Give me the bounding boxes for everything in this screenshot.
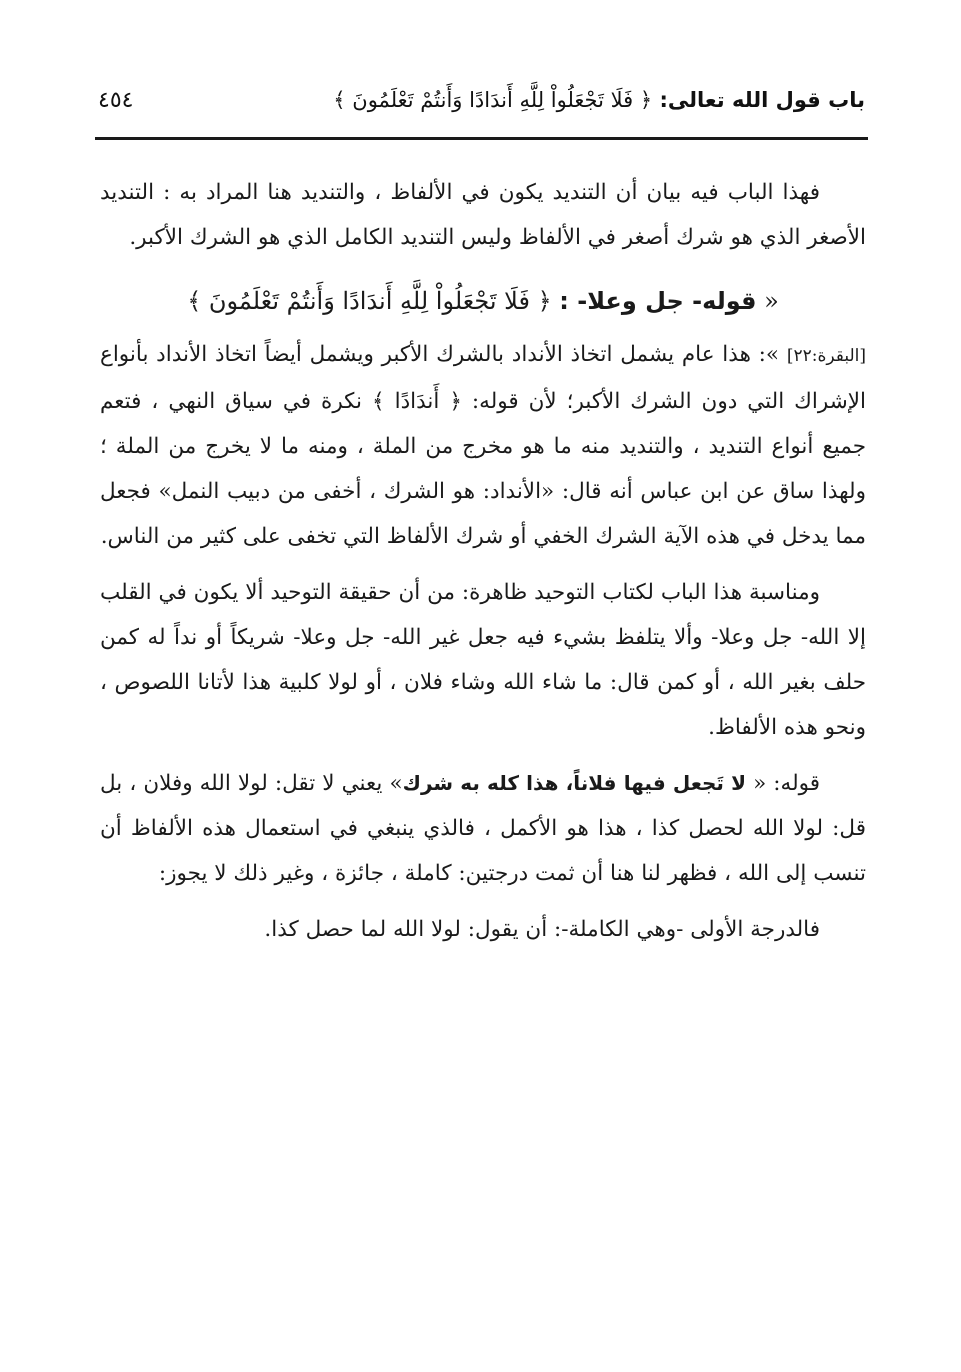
page-number: ٤٥٤: [98, 88, 134, 113]
chapter-title: [333, 88, 865, 112]
paragraph-hadith-comment: [100, 761, 866, 896]
page-body: [100, 170, 866, 963]
hadith-text: لا تَجعل فيها فلاناً، هذا كله به شرك: [402, 771, 747, 795]
quoted-verse: ﴿ فَلَا تَجْعَلُواْ لِلَّهِ أَندَادًا وَأَنتُمْ تَعْلَمُونَ ﴾: [187, 287, 552, 315]
hadith-intro: قوله: «: [746, 771, 821, 796]
explanation-text-a: »: هذا عام يشمل اتخاذ الأنداد بالشرك الأكبر ويشمل أيضاً اتخاذ الأنداد بأنواع الإشراك التي دون الشرك الأكبر؛ لأن قوله:: [100, 342, 866, 414]
andad-word: ﴿ أَندَادًا ﴾: [372, 389, 462, 414]
paragraph-intro: فهذا الباب فيه بيان أن التنديد يكون في الألفاظ ، والتنديد هنا المراد به : التنديد الأصغر الذي هو شرك أصغر في الألفاظ وليس التنديد الكامل الذي هو الشرك الأكبر.: [100, 180, 866, 250]
page-header: [98, 86, 865, 126]
chapter-title-verse: ﴿ فَلَا تَجْعَلُواْ لِلَّهِ أَندَادًا وَأَنتُمْ تَعْلَمُونَ ﴾: [333, 88, 653, 112]
surah-reference: [البقرة:٢٢]: [786, 346, 866, 366]
paragraph-first-degree: فالدرجة الأولى -وهي الكاملة-: أن يقول: لولا الله لما حصل كذا.: [264, 917, 820, 942]
header-divider: [95, 137, 868, 140]
paragraph-verse-explanation: [100, 332, 866, 559]
quote-open-mark: «: [756, 287, 779, 315]
quoted-verse-line: [100, 276, 866, 326]
chapter-title-label: باب قول الله تعالى:: [659, 88, 865, 112]
explanation-text-b: نكرة في سياق النهي ، فتعم جميع أنواع التنديد ، والتنديد منه ما هو مخرج من الملة ، ومنه ما لا يخرج من الملة ؛ ولهذا ساق عن ابن عباس أنه قال: «الأنداد: هو الشرك ، أخفى من دبيب النمل» فجعل مما يدخل في هذه الآية الشرك الخفي أو شرك الألفاظ التي تخفى على كثير من الناس.: [100, 389, 866, 549]
quote-label: قوله- جل وعلا- :: [559, 287, 757, 315]
paragraph-relevance: ومناسبة هذا الباب لكتاب التوحيد ظاهرة: من أن حقيقة التوحيد ألا يكون في القلب إلا الله- جل وعلا- وألا يتلفظ بشيء فيه جعل غير الله- جل وعلا- شريكاً أو نداً له كمن حلف بغير الله ، أو كمن قال: ما شاء الله وشاء فلان ، أو لولا كلبية هذا لأتانا اللصوص ، ونحو هذه الألفاظ.: [100, 580, 866, 740]
hadith-explanation: » يعني لا تقل: لولا الله وفلان ، بل قل: لولا الله لحصل كذا ، هذا هو الأكمل ، فالذي ينبغي في استعمال هذه الألفاظ أن تنسب إلى الله ، فظهر لنا هنا أن ثمت درجتين: كاملة ، جائزة ، وغير ذلك لا يجوز:: [100, 771, 866, 886]
